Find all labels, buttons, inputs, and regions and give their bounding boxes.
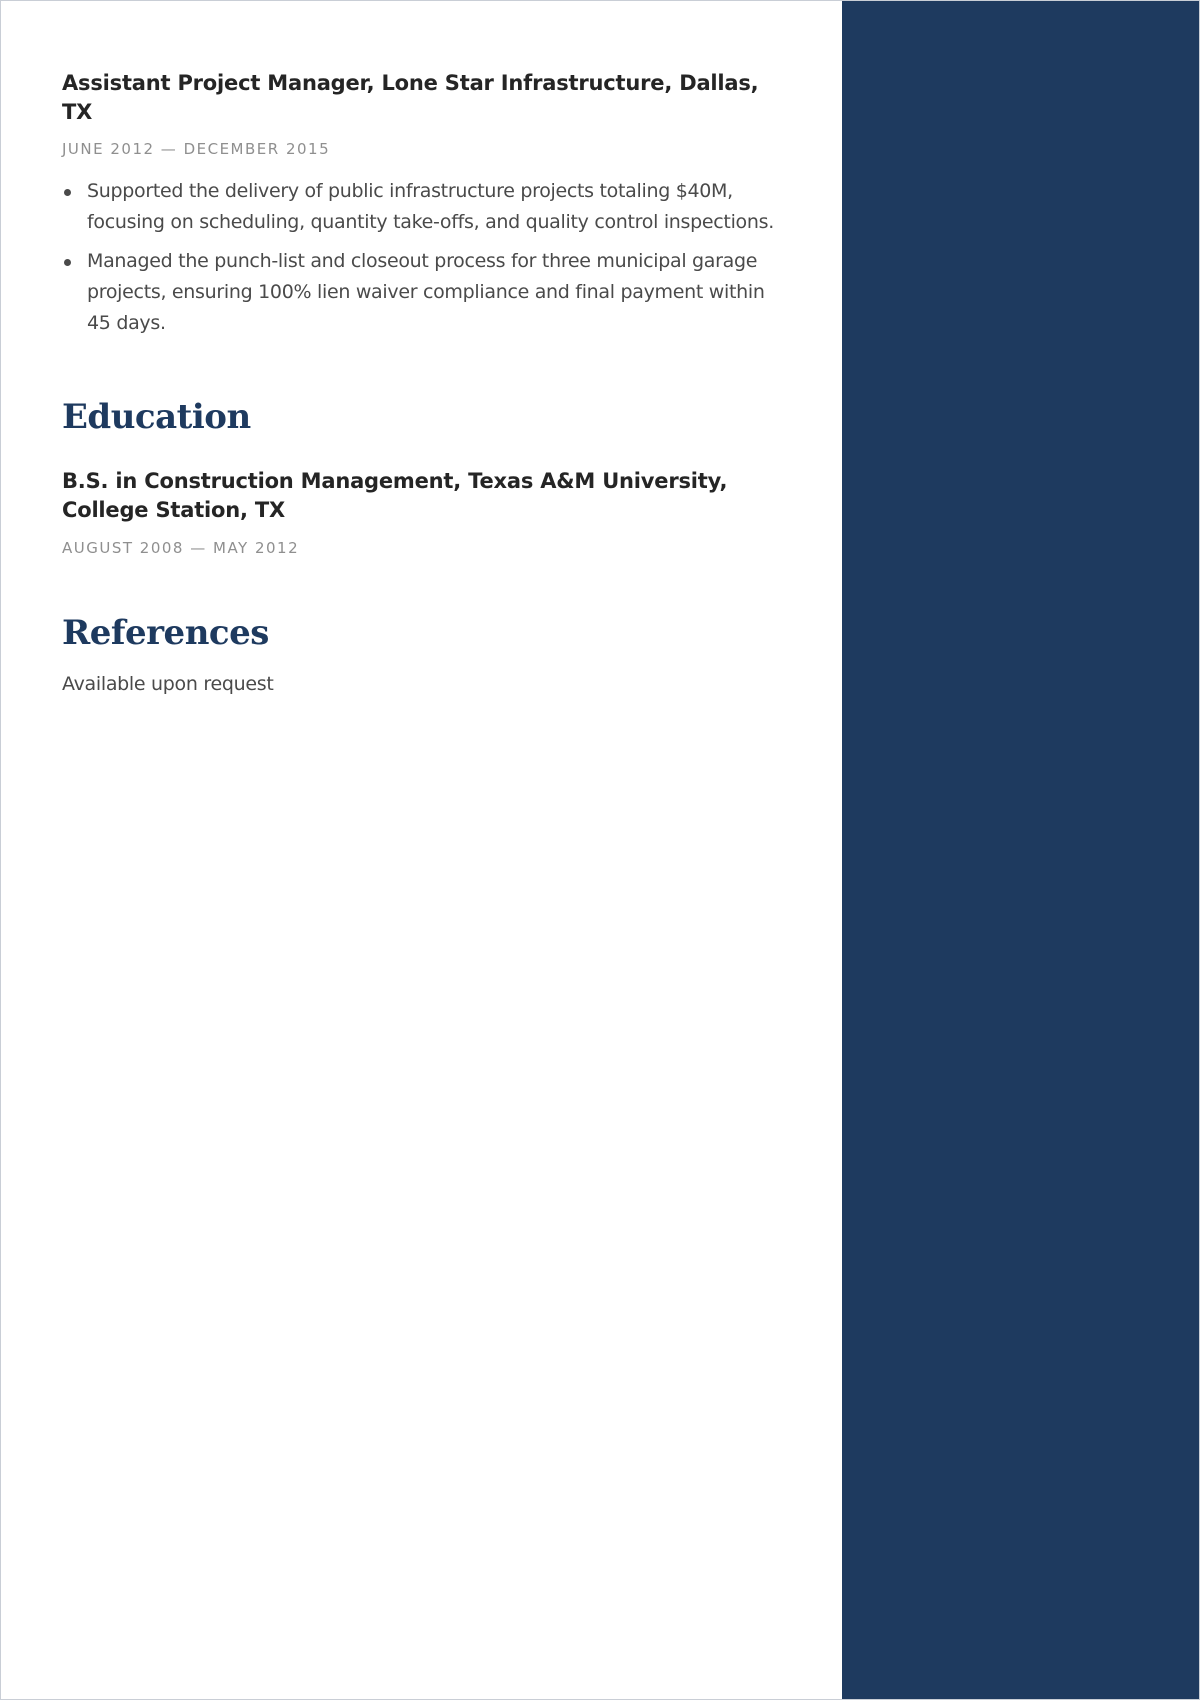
sidebar-panel bbox=[842, 1, 1199, 1699]
education-entry bbox=[62, 467, 782, 557]
references-heading: References bbox=[62, 612, 269, 653]
education-heading: Education bbox=[62, 396, 251, 437]
job-bullet: Managed the punch-list and closeout process for three municipal garage projects, ensuring 100% lien waiver compliance and final payment within 45 days. bbox=[62, 246, 782, 339]
references-text: Available upon request bbox=[62, 672, 274, 695]
job-bullet: Supported the delivery of public infrastructure projects totaling $40M, focusing on scheduling, quantity take-offs, and quality control inspections. bbox=[62, 176, 782, 238]
job-date-range: JUNE 2012 — DECEMBER 2015 bbox=[62, 139, 331, 158]
experience-entry bbox=[62, 69, 782, 339]
main-column bbox=[62, 69, 782, 695]
job-bullet-list bbox=[62, 176, 782, 339]
job-title: Assistant Project Manager, Lone Star Infrastructure, Dallas, TX bbox=[62, 71, 759, 125]
degree-title: B.S. in Construction Management, Texas A&M University, College Station, TX bbox=[62, 468, 728, 522]
education-date-range: AUGUST 2008 — MAY 2012 bbox=[62, 538, 300, 557]
